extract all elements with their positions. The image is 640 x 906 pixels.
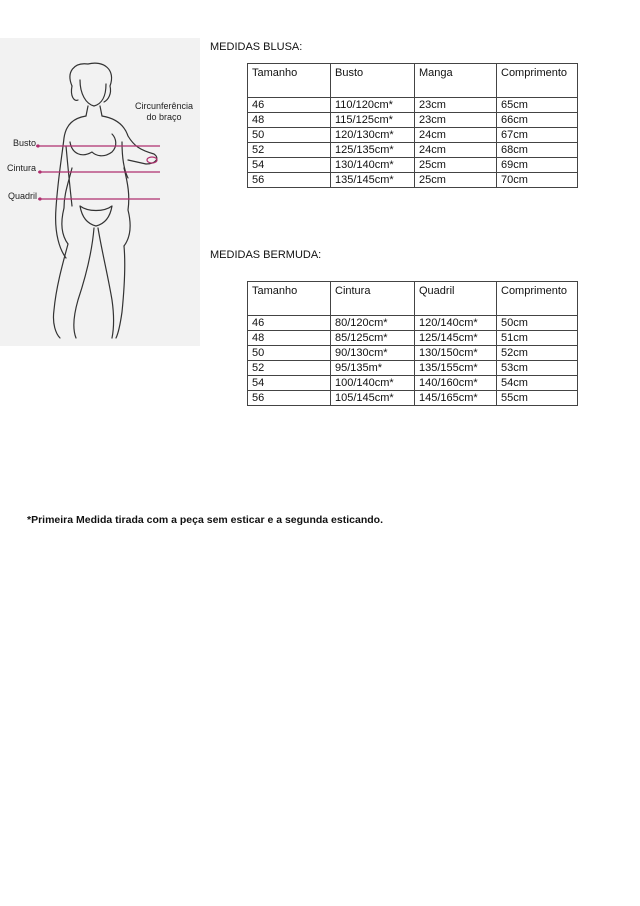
table-cell: 130/150cm* <box>415 346 497 361</box>
table-cell: 24cm <box>415 128 497 143</box>
table-cell: 50 <box>248 128 331 143</box>
table-cell: 24cm <box>415 143 497 158</box>
table-row <box>248 158 578 173</box>
measurement-footnote: *Primeira Medida tirada com a peça sem esticar e a segunda esticando. <box>27 514 383 526</box>
table-cell: 90/130cm* <box>331 346 415 361</box>
table-row <box>248 113 578 128</box>
table-cell: 46 <box>248 316 331 331</box>
table-cell: 52 <box>248 361 331 376</box>
table-header-row <box>248 64 578 98</box>
table-cell: 145/165cm* <box>415 391 497 406</box>
table-cell: 69cm <box>497 158 578 173</box>
table-row <box>248 331 578 346</box>
table-cell: 115/125cm* <box>331 113 415 128</box>
table-cell: 65cm <box>497 98 578 113</box>
bermuda-size-table <box>247 281 578 406</box>
table-row <box>248 376 578 391</box>
table-row <box>248 173 578 188</box>
table-cell: 52cm <box>497 346 578 361</box>
table-cell: 66cm <box>497 113 578 128</box>
table-cell: 51cm <box>497 331 578 346</box>
table-cell: 25cm <box>415 173 497 188</box>
table-cell: 80/120cm* <box>331 316 415 331</box>
blusa-title: MEDIDAS BLUSA: <box>210 41 303 53</box>
table-cell: 46 <box>248 98 331 113</box>
body-measurement-illustration <box>0 38 200 346</box>
blusa-size-table <box>247 63 578 188</box>
table-cell: 55cm <box>497 391 578 406</box>
table-cell: 120/140cm* <box>415 316 497 331</box>
bust-label: Busto <box>13 138 37 148</box>
table-row <box>248 361 578 376</box>
column-header: Manga <box>415 64 497 98</box>
bermuda-title: MEDIDAS BERMUDA: <box>210 249 322 261</box>
table-cell: 95/135m* <box>331 361 415 376</box>
table-cell: 54 <box>248 376 331 391</box>
table-row <box>248 391 578 406</box>
table-cell: 54cm <box>497 376 578 391</box>
column-header: Comprimento <box>497 282 578 316</box>
hip-label: Quadril <box>8 191 38 201</box>
table-cell: 50cm <box>497 316 578 331</box>
table-header-row <box>248 282 578 316</box>
table-cell: 125/145cm* <box>415 331 497 346</box>
table-cell: 125/135cm* <box>331 143 415 158</box>
table-cell: 67cm <box>497 128 578 143</box>
table-cell: 120/130cm* <box>331 128 415 143</box>
column-header: Cintura <box>331 282 415 316</box>
table-cell: 56 <box>248 173 331 188</box>
table-row <box>248 128 578 143</box>
arm-circumference-label: Circunferência do braço <box>134 101 194 122</box>
table-cell: 48 <box>248 113 331 128</box>
table-cell: 85/125cm* <box>331 331 415 346</box>
table-cell: 135/155cm* <box>415 361 497 376</box>
table-cell: 68cm <box>497 143 578 158</box>
waist-label: Cintura <box>7 163 37 173</box>
column-header: Quadril <box>415 282 497 316</box>
column-header: Busto <box>331 64 415 98</box>
table-row <box>248 346 578 361</box>
table-cell: 105/145cm* <box>331 391 415 406</box>
table-cell: 23cm <box>415 113 497 128</box>
table-cell: 110/120cm* <box>331 98 415 113</box>
column-header: Comprimento <box>497 64 578 98</box>
table-cell: 48 <box>248 331 331 346</box>
table-cell: 135/145cm* <box>331 173 415 188</box>
table-cell: 100/140cm* <box>331 376 415 391</box>
table-cell: 50 <box>248 346 331 361</box>
table-cell: 54 <box>248 158 331 173</box>
table-row <box>248 316 578 331</box>
table-cell: 56 <box>248 391 331 406</box>
table-cell: 23cm <box>415 98 497 113</box>
table-cell: 52 <box>248 143 331 158</box>
table-row <box>248 143 578 158</box>
table-cell: 70cm <box>497 173 578 188</box>
table-cell: 25cm <box>415 158 497 173</box>
column-header: Tamanho <box>248 64 331 98</box>
table-cell: 140/160cm* <box>415 376 497 391</box>
column-header: Tamanho <box>248 282 331 316</box>
table-cell: 130/140cm* <box>331 158 415 173</box>
table-cell: 53cm <box>497 361 578 376</box>
table-row <box>248 98 578 113</box>
